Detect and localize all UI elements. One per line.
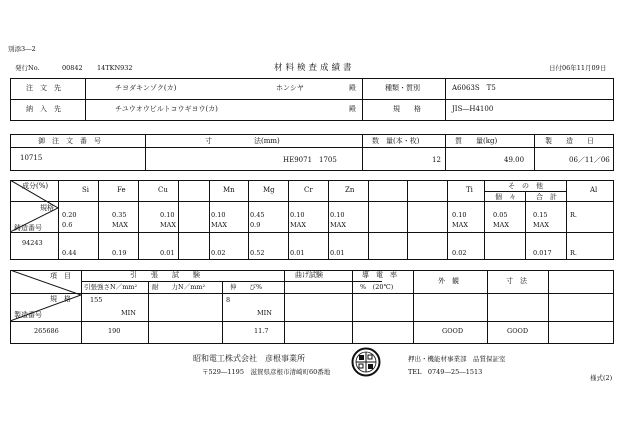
issue-number: 00842 [62,64,83,72]
spec-elongation-min: MIN [257,309,272,317]
spec-value: MAX [452,221,468,229]
spec-value: 0.20 [62,211,77,219]
bend-test-header: 曲げ試験 [295,271,323,279]
department-name: 押出・機能材事業部 品質保証室 [408,355,506,363]
tensile-strength-value: 190 [108,327,121,335]
element-header: Fe [117,186,126,194]
item-label: 項 目 [50,272,71,280]
delivery-honorific: 殿 [349,105,356,113]
element-header: Cu [158,186,168,194]
elongation-value: 11.7 [254,327,269,335]
spec-label: 規 格 [393,105,421,113]
material-type-value: A6063S T5 [452,84,496,92]
delivery-name: チユウオウビルトコウギヨウ(カ) [115,105,218,113]
mfg-date-value: 06／11／06 [569,156,610,164]
appendix-label: 別添3―2 [8,45,36,53]
spec-value: 0.45 [250,211,265,219]
conductivity-header: 導 電 率 [362,271,397,279]
spec-value: 0.15 [533,211,548,219]
delivery-label: 納 入 先 [26,105,61,113]
tensile-test-header: 引 張 試 験 [130,271,200,279]
document-title: 材料検査成績書 [274,63,355,73]
issue-number-label: 発行No. [15,64,40,72]
measured-value: 0.52 [250,249,265,257]
appearance-value: GOOD [442,327,464,335]
element-header: Mn [223,186,235,194]
mfg-date-header: 製 造 日 [545,137,594,145]
others-total-header: 合 計 [536,193,557,201]
company-address: 〒529―1195 滋賀県彦根市清崎町60番地 [202,368,331,376]
spec-value: 0.10 [160,211,175,219]
composition-corner-label: 成分(%) [22,182,49,190]
company-seal-icon [351,347,381,377]
others-each-header: 個 々 [495,193,516,201]
measured-value: 0.01 [160,249,175,257]
conductivity-unit: % (20℃) [360,283,394,291]
mech-spec-label: 規 格 [50,295,71,303]
order-customer-branch: ホンシヤ [276,84,304,92]
company-name: 昭和電工株式会社 彦根事業所 [193,354,305,363]
measured-value: 0.02 [211,249,226,257]
mfg-number: 265686 [34,327,59,335]
measured-value: 0.02 [452,249,467,257]
spec-value: R. [570,211,577,219]
order-no-header: 御 注 文 番 号 [38,137,101,145]
measured-value: 0.01 [330,249,345,257]
element-header: Ti [466,186,473,194]
others-header: そ の 他 [508,182,543,190]
measured-value: R. [570,249,577,257]
spec-value: 0.35 [112,211,127,219]
element-header: Cr [304,186,313,194]
spec-elongation-value: 8 [226,296,231,304]
weight-value: 49.00 [504,156,525,164]
element-header: Al [590,186,598,194]
proof-stress-header: 耐 力N／mm² [152,283,206,291]
weight-header: 質 量(kg) [455,137,498,145]
spec-value: 0.05 [493,211,508,219]
spec-value: 0.6 [62,221,73,229]
order-honorific: 殿 [349,84,356,92]
material-type-label: 種類・質別 [385,84,420,92]
spec-value: 0.10 [452,211,467,219]
spec-tensile-value: 155 [90,296,103,304]
spec-value: 0.10 [290,211,305,219]
spec-tensile-min: MIN [121,309,136,317]
spec-value: MAX [112,221,128,229]
measured-value: 0.017 [533,249,552,257]
quantity-header: 数 量(本・枚) [372,137,420,145]
dimension-value: HE9071 1705 [283,156,337,164]
element-header: Si [82,186,90,194]
measured-value: 0.44 [62,249,77,257]
element-header: Zn [345,186,355,194]
order-customer-label: 注 文 先 [26,84,61,92]
order-no-value: 10715 [20,154,43,162]
spec-value: 0.10 [211,211,226,219]
cast-number-label: 鋳造番号 [14,224,42,232]
quantity-value: 12 [432,156,441,164]
dimension-check-header: 寸 法 [506,277,527,285]
dimension-header: 寸 法(mm) [205,137,280,145]
spec-value: MAX [290,221,306,229]
spec-value: JIS―H4100 [452,105,494,113]
form-number: 様式(2) [590,374,613,382]
measured-value: 0.01 [290,249,305,257]
spec-value: 0.9 [250,221,261,229]
spec-value: 0.10 [330,211,345,219]
appearance-header: 外 観 [438,277,459,285]
spec-value: MAX [493,221,509,229]
spec-value: MAX [160,221,176,229]
issue-code: 14TKN932 [97,64,133,72]
composition-spec-label: 規格 [40,204,54,212]
spec-value: MAX [330,221,346,229]
tensile-strength-header: 引張強さN／mm² [84,283,138,291]
measured-value: 0.19 [112,249,127,257]
spec-value: MAX [211,221,227,229]
elongation-header: 伸 び% [230,283,263,291]
cast-number: 94243 [22,239,43,247]
element-header: Mg [263,186,275,194]
spec-value: MAX [533,221,549,229]
dimension-check-value: GOOD [507,327,529,335]
issue-date: 日付06年11月09日 [549,64,607,72]
order-customer-name: チヨダキンゾク(カ) [115,84,177,92]
telephone-number: TEL 0749―25―1513 [408,368,483,376]
mfg-number-label: 製造番号 [14,311,42,319]
